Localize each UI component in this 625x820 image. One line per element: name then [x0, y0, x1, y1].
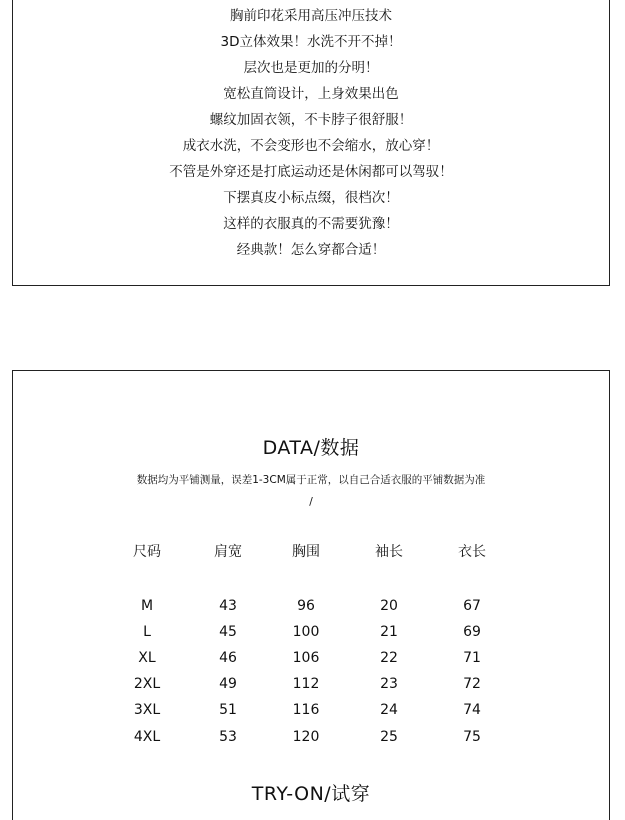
try-on-title: TRY-ON/试穿	[251, 783, 371, 805]
table-cell: 112	[292, 676, 320, 692]
table-cell: 24	[380, 702, 398, 718]
description-line: 成衣水洗，不会变形也不会缩水，放心穿！	[182, 138, 440, 154]
table-cell: 69	[463, 624, 481, 640]
table-cell: 4XL	[133, 729, 161, 745]
table-cell: 25	[380, 729, 398, 745]
description-line: 下摆真皮小标点缀，很档次！	[223, 190, 399, 206]
table-cell: 51	[219, 702, 237, 718]
table-cell: 46	[219, 650, 237, 666]
table-cell: L	[143, 624, 151, 640]
size-chart-box	[12, 370, 610, 820]
table-cell: 72	[463, 676, 481, 692]
description-line: 经典款！怎么穿都合适！	[236, 242, 386, 258]
table-header-cell: 尺码	[133, 544, 161, 560]
table-cell: 2XL	[133, 676, 161, 692]
description-line: 不管是外穿还是打底运动还是休闲都可以驾驭！	[169, 164, 453, 180]
table-cell: 74	[463, 702, 481, 718]
table-cell: 23	[380, 676, 398, 692]
description-lines	[13, 3, 609, 263]
table-cell: 45	[219, 624, 237, 640]
table-cell: 3XL	[133, 702, 161, 718]
table-header-cell: 袖长	[375, 544, 403, 560]
description-line: 3D立体效果！水洗不开不掉！	[220, 34, 402, 50]
product-description-box	[12, 0, 610, 286]
description-line: 层次也是更加的分明！	[243, 60, 379, 76]
description-line: 螺纹加固衣领，不卡脖子很舒服！	[209, 112, 413, 128]
description-line: 胸前印花采用高压冲压技术	[230, 8, 392, 24]
table-header-cell: 衣长	[458, 544, 486, 560]
description-line: 这样的衣服真的不需要犹豫！	[223, 216, 399, 232]
table-cell: 53	[219, 729, 237, 745]
size-chart-title: DATA/数据	[262, 437, 360, 459]
table-cell: 75	[463, 729, 481, 745]
table-cell: M	[140, 598, 154, 614]
table-cell: 20	[380, 598, 398, 614]
table-cell: 43	[219, 598, 237, 614]
table-cell: 96	[297, 598, 315, 614]
description-line: 宽松直筒设计，上身效果出色	[223, 86, 399, 102]
measurement-note-line: 数据均为平铺测量，误差1-3CM属于正常，以自己合适衣服的平铺数据为准	[136, 474, 486, 486]
table-cell: 100	[292, 624, 320, 640]
table-cell: 49	[219, 676, 237, 692]
table-cell: 106	[292, 650, 320, 666]
table-cell: 67	[463, 598, 481, 614]
table-cell: 22	[380, 650, 398, 666]
table-header-cell: 胸围	[292, 544, 320, 560]
table-cell: 21	[380, 624, 398, 640]
table-cell: 71	[463, 650, 481, 666]
size-table	[13, 371, 609, 820]
table-cell: XL	[138, 650, 156, 666]
table-header-cell: 肩宽	[214, 544, 242, 560]
measurement-note-line: /	[309, 496, 313, 508]
table-cell: 120	[292, 729, 320, 745]
table-cell: 116	[292, 702, 320, 718]
